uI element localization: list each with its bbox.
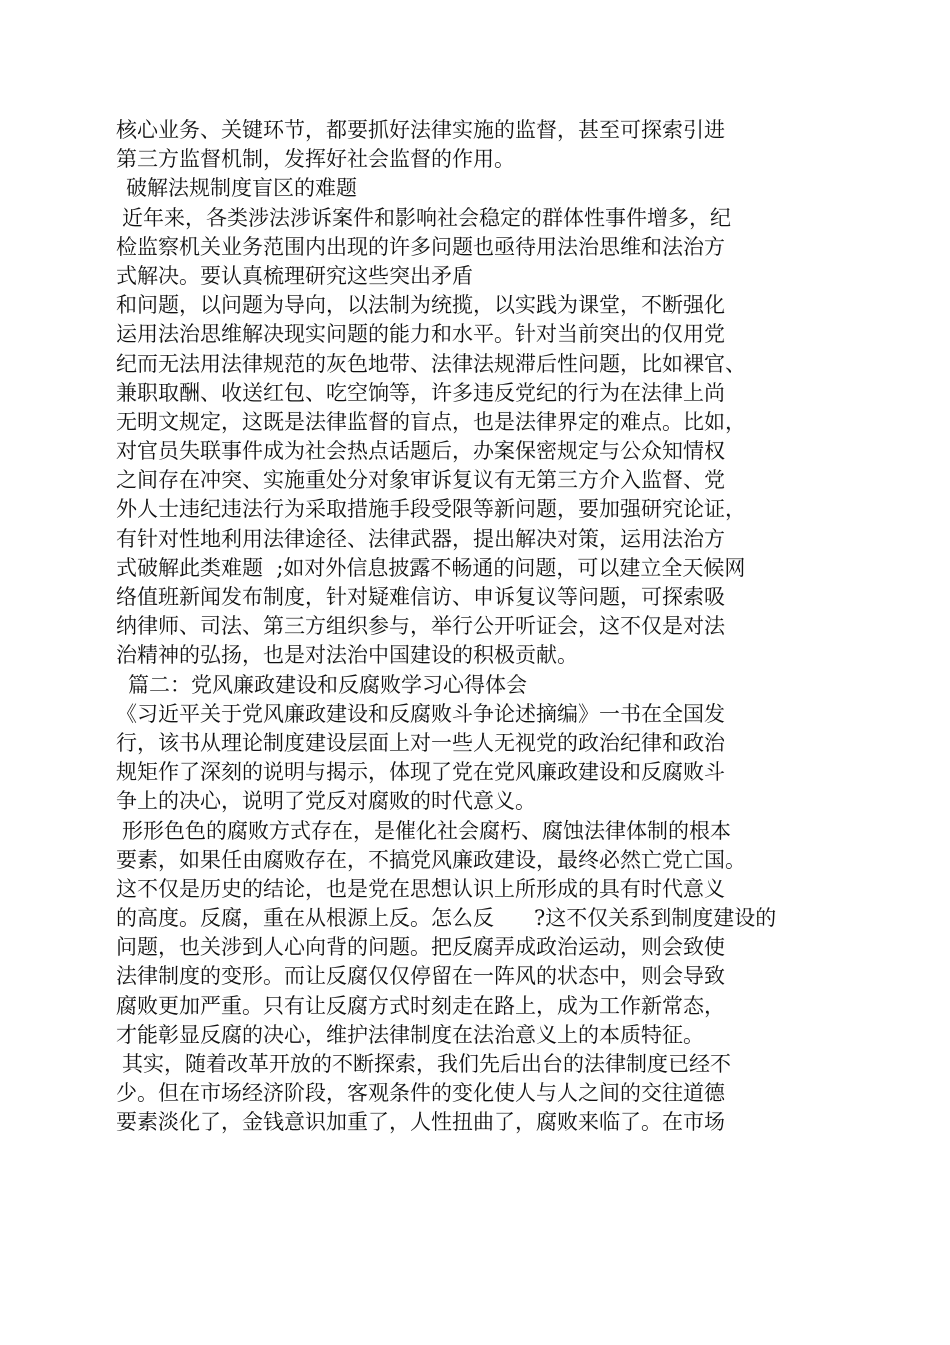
text-line: 少。但在市场经济阶段，客观条件的变化使人与人之间的交往道德 [116,1081,725,1106]
text-line: 和问题，以问题为导向，以法制为统揽，以实践为课堂，不断强化 [116,293,725,318]
text-line: 兼职取酬、收送红包、吃空饷等，许多违反党纪的行为在法律上尚 [116,380,725,405]
text-line: 治精神的弘扬，也是对法治中国建设的积极贡献。 [116,643,578,668]
text-line: 对官员失联事件成为社会热点话题后，办案保密规定与公众知情权 [116,439,725,464]
text-line: 法律制度的变形。而让反腐仅仅停留在一阵风的状态中，则会导致 [116,964,725,989]
text-line: 《习近平关于党风廉政建设和反腐败斗争论述摘编》一书在全国发 [116,701,725,726]
text-line: 外人士违纪违法行为采取措施手段受限等新问题，要加强研究论证， [116,497,746,522]
text-line: 有针对性地利用法律途径、法律武器，提出解决对策，运用法治方 [116,526,725,551]
document-body [0,116,950,1138]
text-line: 要素淡化了，金钱意识加重了，人性扭曲了，腐败来临了。在市场 [116,1110,725,1135]
text-line: 检监察机关业务范围内出现的许多问题也亟待用法治思维和法治方 [116,234,725,259]
text-line: 近年来，各类涉法涉诉案件和影响社会稳定的群体性事件增多，纪 [122,205,731,230]
text-line: 腐败更加严重。只有让反腐方式时刻走在路上，成为工作新常态， [116,993,725,1018]
text-line: 才能彰显反腐的决心，维护法律制度在法治意义上的本质特征。 [116,1022,704,1047]
text-line: 核心业务、关键环节，都要抓好法律实施的监督，甚至可探索引进 [116,118,725,142]
text-line: 纳律师、司法、第三方组织参与，举行公开听证会，这不仅是对法 [116,614,725,639]
text-line: 的高度。反腐，重在从根源上反。怎么反 ?这不仅关系到制度建设的 [116,906,777,931]
text-line: 破解法规制度盲区的难题 [126,176,357,201]
text-line: 纪而无法用法律规范的灰色地带、法律法规滞后性问题，比如裸官、 [116,351,746,376]
text-line: 篇二：党风廉政建设和反腐败学习心得体会 [128,672,527,697]
text-line: 要素，如果任由腐败存在，不搞党风廉政建设，最终必然亡党亡国。 [116,847,746,872]
text-line: 络值班新闻发布制度，针对疑难信访、申诉复议等问题，可探索吸 [116,585,725,609]
text-line: 这不仅是历史的结论，也是党在思想认识上所形成的具有时代意义 [116,876,725,901]
text-line: 形形色色的腐败方式存在，是催化社会腐朽、腐蚀法律体制的根本 [122,818,731,843]
text-line: 运用法治思维解决现实问题的能力和水平。针对当前突出的仅用党 [116,322,725,347]
text-line: 式解决。要认真梳理研究这些突出矛盾 [116,263,473,288]
text-line: 规矩作了深刻的说明与揭示，体现了党在党风廉政建设和反腐败斗 [116,760,725,785]
text-line: 第三方监督机制，发挥好社会监督的作用。 [116,147,515,172]
text-line: 问题，也关涉到人心向背的问题。把反腐弄成政治运动，则会致使 [116,935,725,960]
text-line: 之间存在冲突、实施重处分对象审诉复议有无第三方介入监督、党 [116,468,725,493]
text-line: 其实，随着改革开放的不断探索，我们先后出台的法律制度已经不 [122,1052,731,1076]
text-line: 式破解此类难题 ;如对外信息披露不畅通的问题，可以建立全天候网 [116,555,746,580]
text-line: 无明文规定，这既是法律监督的盲点，也是法律界定的难点。比如， [116,409,746,434]
text-line: 行，该书从理论制度建设层面上对一些人无视党的政治纪律和政治 [116,730,725,755]
text-line: 争上的决心，说明了党反对腐败的时代意义。 [116,789,536,814]
